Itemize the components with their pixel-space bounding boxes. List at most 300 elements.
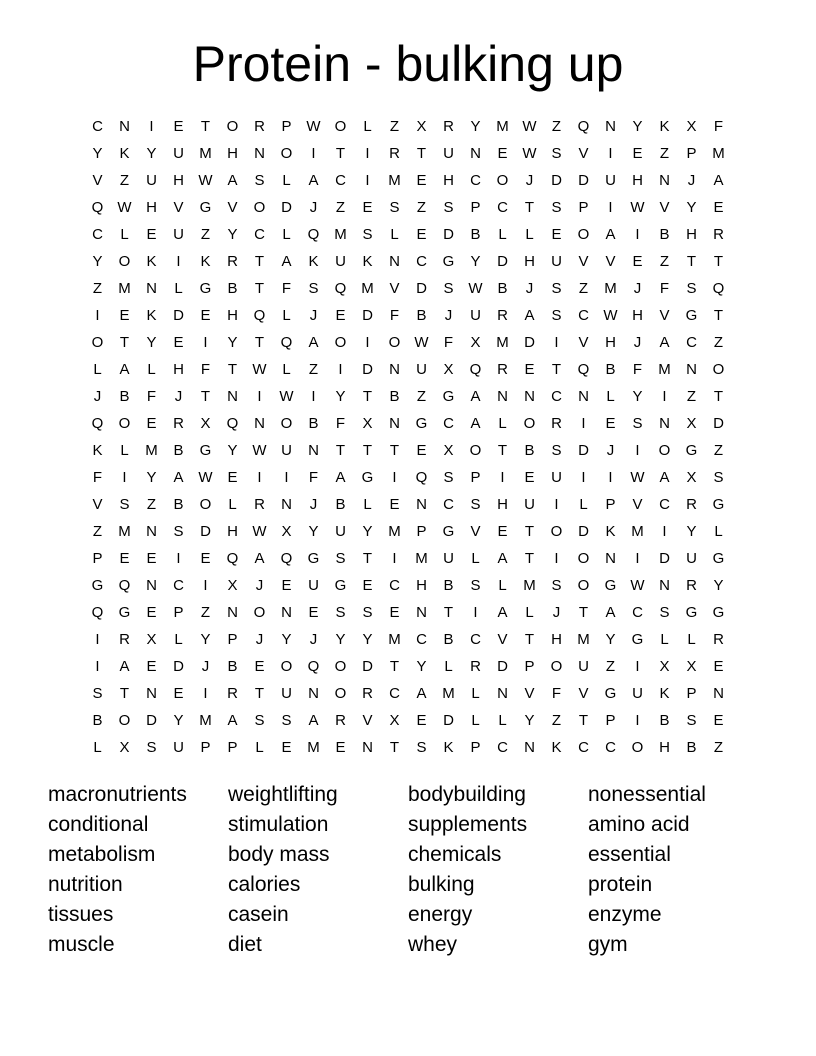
grid-letter: K [659, 685, 670, 702]
grid-letter: U [416, 361, 427, 378]
grid-letter: P [605, 496, 616, 513]
grid-letter: S [335, 604, 346, 621]
grid-row [84, 356, 732, 383]
grid-letter: I [662, 388, 667, 405]
grid-letter: G [712, 604, 725, 621]
grid-letter: N [497, 388, 508, 405]
grid-letter: D [443, 226, 454, 243]
grid-letter: T [254, 334, 265, 351]
grid-row [84, 275, 732, 302]
grid-letter: T [578, 604, 589, 621]
grid-letter: E [146, 415, 157, 432]
grid-letter: N [659, 415, 670, 432]
grid-letter: B [686, 739, 697, 756]
grid-letter: I [635, 442, 640, 459]
grid-letter: K [659, 118, 670, 135]
grid-letter: P [470, 739, 481, 756]
grid-letter: I [176, 550, 181, 567]
grid-letter: A [335, 469, 346, 486]
grid-letter: I [311, 388, 316, 405]
grid-letter: Q [118, 577, 131, 594]
word-list-item: whey [408, 933, 458, 956]
grid-letter: H [416, 577, 427, 594]
grid-letter: O [334, 334, 347, 351]
grid-letter: O [199, 496, 212, 513]
grid-letter: E [713, 199, 724, 216]
grid-letter: Z [92, 523, 103, 540]
grid-letter: Y [632, 388, 643, 405]
word-list-item: metabolism [48, 843, 156, 866]
grid-letter: O [577, 577, 590, 594]
grid-letter: U [173, 226, 184, 243]
grid-letter: W [117, 199, 132, 216]
grid-letter: V [362, 712, 373, 729]
grid-letter: D [713, 415, 724, 432]
grid-letter: F [659, 280, 670, 297]
grid-letter: I [203, 334, 208, 351]
grid-letter: F [281, 280, 292, 297]
grid-letter: T [497, 442, 508, 459]
grid-letter: O [280, 415, 293, 432]
grid-letter: S [443, 199, 454, 216]
grid-letter: T [713, 388, 724, 405]
grid-letter: N [416, 604, 427, 621]
grid-letter: T [713, 253, 724, 270]
word-list-item: weightlifting [228, 783, 338, 806]
grid-letter: S [551, 145, 562, 162]
grid-letter: K [119, 145, 130, 162]
grid-letter: W [630, 469, 645, 486]
grid-letter: W [279, 388, 294, 405]
grid-letter: T [389, 442, 400, 459]
word-list-item: calories [228, 873, 301, 896]
grid-letter: E [362, 577, 373, 594]
grid-letter: C [416, 631, 427, 648]
grid-letter: W [198, 172, 213, 189]
grid-letter: C [497, 739, 508, 756]
grid-letter: N [659, 577, 670, 594]
grid-letter: Z [92, 280, 103, 297]
grid-letter: R [254, 496, 265, 513]
grid-letter: Q [253, 307, 266, 324]
grid-letter: T [443, 604, 454, 621]
grid-letter: R [713, 631, 724, 648]
grid-letter: Y [146, 469, 157, 486]
word-list-item: bulking [408, 873, 475, 896]
grid-letter: L [579, 496, 588, 513]
word-list-item: protein [588, 873, 653, 896]
grid-letter: S [686, 280, 697, 297]
grid-letter: V [389, 280, 400, 297]
grid-letter: E [605, 415, 616, 432]
grid-letter: E [416, 442, 427, 459]
grid-letter: W [252, 361, 267, 378]
grid-letter: U [335, 523, 346, 540]
grid-letter: G [361, 469, 374, 486]
grid-row [84, 572, 732, 599]
grid-letter: R [173, 415, 184, 432]
grid-letter: M [496, 334, 509, 351]
grid-letter: M [388, 523, 401, 540]
grid-letter: L [498, 577, 507, 594]
grid-letter: T [389, 739, 400, 756]
grid-letter: S [92, 685, 103, 702]
grid-row [84, 383, 732, 410]
grid-letter: R [443, 118, 454, 135]
grid-letter: U [281, 685, 292, 702]
grid-letter: Q [280, 334, 293, 351]
grid-letter: Z [713, 334, 724, 351]
grid-letter: C [497, 199, 508, 216]
grid-letter: H [659, 739, 670, 756]
grid-letter: Z [578, 280, 589, 297]
grid-letter: Y [686, 199, 697, 216]
grid-letter: J [174, 388, 183, 405]
grid-letter: H [227, 307, 238, 324]
grid-letter: J [525, 172, 534, 189]
grid-letter: E [200, 307, 211, 324]
grid-letter: J [309, 199, 318, 216]
grid-letter: S [146, 739, 157, 756]
grid-letter: S [713, 469, 724, 486]
page-title: Protein - bulking up [192, 36, 624, 92]
grid-letter: N [713, 685, 724, 702]
grid-letter: G [604, 577, 617, 594]
grid-letter: X [443, 361, 454, 378]
grid-letter: S [308, 280, 319, 297]
grid-letter: Z [416, 388, 427, 405]
grid-letter: Y [227, 226, 238, 243]
grid-letter: B [497, 280, 508, 297]
grid-letter: O [253, 604, 266, 621]
grid-letter: R [335, 712, 346, 729]
grid-letter: O [523, 415, 536, 432]
grid-letter: J [201, 658, 210, 675]
grid-letter: B [605, 361, 616, 378]
grid-letter: N [389, 253, 400, 270]
grid-letter: D [551, 172, 562, 189]
grid-letter: S [551, 307, 562, 324]
grid-letter: U [146, 172, 157, 189]
grid-letter: S [173, 523, 184, 540]
grid-letter: S [119, 496, 130, 513]
grid-letter: I [95, 631, 100, 648]
grid-letter: M [604, 280, 617, 297]
grid-letter: D [281, 199, 292, 216]
grid-letter: Y [281, 631, 292, 648]
grid-letter: G [91, 577, 104, 594]
grid-letter: N [416, 496, 427, 513]
grid-letter: I [608, 469, 613, 486]
grid-letter: I [608, 199, 613, 216]
grid-letter: Z [200, 226, 211, 243]
grid-letter: G [685, 442, 698, 459]
grid-letter: C [254, 226, 265, 243]
grid-letter: E [416, 712, 427, 729]
grid-letter: N [605, 550, 616, 567]
grid-letter: V [632, 496, 643, 513]
grid-letter: B [227, 658, 238, 675]
word-list-item: casein [228, 903, 289, 926]
grid-letter: P [416, 523, 427, 540]
grid-letter: R [389, 145, 400, 162]
grid-letter: K [605, 523, 616, 540]
grid-letter: O [388, 334, 401, 351]
grid-letter: Q [577, 118, 590, 135]
grid-letter: V [659, 199, 670, 216]
grid-letter: B [443, 577, 454, 594]
grid-letter: L [363, 496, 372, 513]
grid-letter: L [363, 118, 372, 135]
grid-letter: Z [659, 145, 670, 162]
grid-row [84, 167, 732, 194]
grid-row [84, 734, 732, 761]
grid-letter: A [281, 253, 292, 270]
grid-letter: O [550, 658, 563, 675]
grid-letter: O [253, 199, 266, 216]
grid-letter: E [497, 145, 508, 162]
grid-letter: E [551, 226, 562, 243]
grid-letter: P [173, 604, 184, 621]
grid-letter: N [362, 739, 373, 756]
grid-letter: I [392, 469, 397, 486]
grid-letter: M [388, 631, 401, 648]
grid-letter: C [578, 307, 589, 324]
grid-letter: J [444, 307, 453, 324]
grid-letter: E [524, 469, 535, 486]
word-list-item: macronutrients [48, 783, 187, 806]
grid-letter: I [257, 469, 262, 486]
grid-letter: Q [469, 361, 482, 378]
grid-letter: J [687, 172, 696, 189]
grid-letter: L [93, 361, 102, 378]
grid-letter: X [281, 523, 292, 540]
grid-letter: B [335, 496, 346, 513]
grid-letter: O [334, 685, 347, 702]
grid-letter: I [203, 685, 208, 702]
grid-letter: Q [91, 604, 104, 621]
grid-letter: B [92, 712, 103, 729]
grid-letter: A [524, 307, 535, 324]
grid-letter: K [551, 739, 562, 756]
grid-letter: X [686, 469, 697, 486]
grid-letter: I [149, 118, 154, 135]
grid-letter: C [686, 334, 697, 351]
grid-letter: A [173, 469, 184, 486]
grid-letter: N [281, 604, 292, 621]
grid-letter: G [604, 685, 617, 702]
grid-letter: Y [92, 253, 103, 270]
grid-letter: V [524, 685, 535, 702]
grid-letter: E [389, 496, 400, 513]
grid-letter: W [252, 523, 267, 540]
grid-letter: I [473, 604, 478, 621]
grid-letter: D [362, 658, 373, 675]
grid-letter: N [119, 118, 130, 135]
grid-letter: Y [713, 577, 724, 594]
grid-letter: Q [334, 280, 347, 297]
grid-letter: N [254, 145, 265, 162]
grid-letter: W [468, 280, 483, 297]
grid-letter: O [550, 523, 563, 540]
grid-letter: R [227, 253, 238, 270]
grid-letter: X [470, 334, 481, 351]
grid-letter: A [119, 658, 130, 675]
word-list-item: supplements [408, 813, 528, 836]
grid-letter: P [281, 118, 292, 135]
grid-letter: Y [335, 388, 346, 405]
grid-letter: E [416, 172, 427, 189]
grid-letter: G [685, 307, 698, 324]
grid-letter: M [361, 280, 374, 297]
grid-letter: T [389, 658, 400, 675]
grid-letter: T [713, 307, 724, 324]
grid-letter: L [444, 658, 453, 675]
grid-letter: Y [524, 712, 535, 729]
grid-letter: S [362, 226, 373, 243]
grid-letter: Y [173, 712, 184, 729]
grid-letter: U [470, 307, 481, 324]
grid-letter: E [146, 604, 157, 621]
word-list-item: stimulation [228, 813, 329, 836]
grid-letter: E [119, 307, 130, 324]
grid-letter: L [498, 415, 507, 432]
grid-letter: W [306, 118, 321, 135]
grid-letter: Z [146, 496, 157, 513]
grid-letter: F [335, 415, 346, 432]
word-column [48, 780, 228, 960]
grid-letter: W [603, 307, 618, 324]
grid-letter: X [119, 739, 130, 756]
grid-letter: O [496, 172, 509, 189]
grid-letter: T [254, 253, 265, 270]
grid-letter: C [578, 739, 589, 756]
grid-letter: P [92, 550, 103, 567]
grid-letter: O [280, 145, 293, 162]
grid-letter: L [120, 442, 129, 459]
grid-letter: E [632, 253, 643, 270]
grid-letter: E [281, 739, 292, 756]
word-list-item: muscle [48, 933, 115, 956]
grid-letter: V [173, 199, 184, 216]
grid-letter: P [227, 739, 238, 756]
grid-row [84, 410, 732, 437]
grid-letter: K [92, 442, 103, 459]
grid-letter: P [227, 631, 238, 648]
grid-letter: N [470, 145, 481, 162]
grid-letter: H [227, 523, 238, 540]
grid-letter: Z [659, 253, 670, 270]
grid-letter: A [470, 415, 481, 432]
grid-letter: G [442, 253, 455, 270]
grid-letter: J [552, 604, 561, 621]
grid-letter: O [226, 118, 239, 135]
grid-letter: E [254, 658, 265, 675]
grid-letter: I [203, 577, 208, 594]
grid-letter: T [254, 685, 265, 702]
grid-row [84, 329, 732, 356]
grid-letter: S [335, 550, 346, 567]
grid-letter: N [227, 388, 238, 405]
grid-letter: R [686, 496, 697, 513]
grid-row [84, 545, 732, 572]
grid-letter: J [633, 334, 642, 351]
grid-letter: Q [226, 415, 239, 432]
grid-letter: D [416, 280, 427, 297]
grid-letter: L [174, 280, 183, 297]
grid-letter: T [119, 685, 130, 702]
grid-letter: T [335, 145, 346, 162]
grid-letter: B [173, 442, 184, 459]
grid-letter: G [712, 496, 725, 513]
grid-letter: B [119, 388, 130, 405]
grid-letter: T [686, 253, 697, 270]
grid-letter: T [524, 523, 535, 540]
grid-letter: T [416, 145, 427, 162]
grid-row [84, 626, 732, 653]
grid-letter: O [280, 658, 293, 675]
grid-letter: L [498, 226, 507, 243]
grid-letter: S [686, 712, 697, 729]
grid-letter: A [713, 172, 724, 189]
grid-letter: D [578, 172, 589, 189]
grid-letter: W [630, 577, 645, 594]
grid-letter: H [551, 631, 562, 648]
grid-letter: M [658, 361, 671, 378]
grid-letter: U [173, 739, 184, 756]
grid-letter: E [362, 199, 373, 216]
grid-letter: W [630, 199, 645, 216]
grid-letter: P [524, 658, 535, 675]
grid-letter: F [92, 469, 103, 486]
grid-letter: F [551, 685, 562, 702]
grid-letter: V [578, 334, 589, 351]
grid-letter: H [497, 496, 508, 513]
grid-letter: Q [280, 550, 293, 567]
grid-letter: W [414, 334, 429, 351]
grid-letter: I [122, 469, 127, 486]
grid-letter: E [497, 523, 508, 540]
grid-letter: I [635, 550, 640, 567]
grid-letter: U [632, 685, 643, 702]
word-list-item: enzyme [588, 903, 662, 926]
grid-letter: W [522, 118, 537, 135]
grid-letter: O [334, 658, 347, 675]
grid-letter: Y [416, 658, 427, 675]
grid-letter: A [308, 712, 319, 729]
grid-letter: N [308, 685, 319, 702]
grid-letter: J [525, 280, 534, 297]
grid-letter: J [309, 496, 318, 513]
word-column [408, 780, 588, 960]
grid-letter: O [118, 253, 131, 270]
grid-letter: Z [605, 658, 616, 675]
grid-letter: E [227, 469, 238, 486]
grid-letter: N [254, 415, 265, 432]
grid-letter: V [578, 145, 589, 162]
grid-letter: L [228, 496, 237, 513]
grid-letter: M [388, 172, 401, 189]
grid-letter: C [443, 496, 454, 513]
grid-letter: G [685, 604, 698, 621]
grid-letter: K [308, 253, 319, 270]
grid-letter: P [605, 712, 616, 729]
grid-letter: Y [362, 523, 373, 540]
grid-letter: Y [686, 523, 697, 540]
grid-letter: M [523, 577, 536, 594]
grid-letter: N [146, 523, 157, 540]
grid-letter: I [581, 469, 586, 486]
